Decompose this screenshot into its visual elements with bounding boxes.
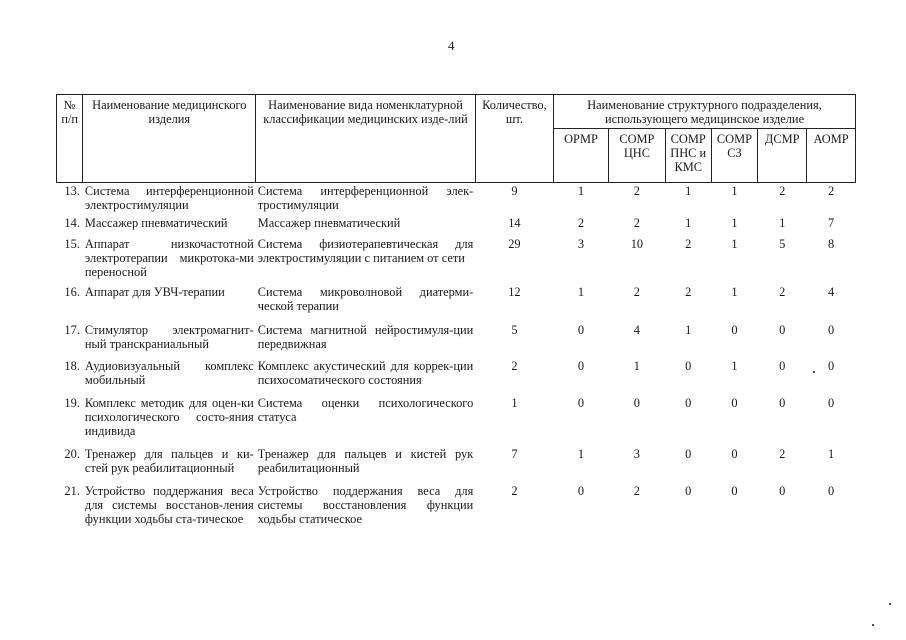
quantity: 2 xyxy=(511,484,518,498)
subdivision-count: 0 xyxy=(731,323,738,337)
device-name: Система интерференционной электростимуляции xyxy=(84,184,254,212)
subdivision-count: 3 xyxy=(633,447,640,461)
equipment-table-container xyxy=(56,94,856,542)
quantity: 9 xyxy=(511,184,518,198)
quantity: 1 xyxy=(511,396,518,410)
subdivision-count: 2 xyxy=(633,484,640,498)
table-row xyxy=(57,446,856,483)
device-name: Аппарат низкочастотной электротерапии микротока-ми переносной xyxy=(84,237,254,279)
subdivision-count: 1 xyxy=(731,216,738,230)
header-subdivision-group: Наименование структурного подразделения, использующего медицинское изделие xyxy=(554,95,856,129)
header-subdivision: СОМР СЗ xyxy=(711,129,758,183)
subdivision-count: 0 xyxy=(577,323,585,337)
subdivision-count: 0 xyxy=(827,484,835,498)
row-number: 19. xyxy=(64,396,80,410)
subdivision-count: 2 xyxy=(779,184,786,198)
classification-name: Система оценки психологического статуса xyxy=(257,396,474,424)
subdivision-count: 2 xyxy=(685,285,692,299)
subdivision-count: 0 xyxy=(779,396,786,410)
subdivision-count: 1 xyxy=(577,285,585,299)
table-row xyxy=(57,395,856,446)
table-row xyxy=(57,183,856,216)
table-row xyxy=(57,236,856,284)
subdivision-count: 0 xyxy=(827,323,835,337)
subdivision-count: 0 xyxy=(731,484,738,498)
row-number: 14. xyxy=(64,216,80,230)
classification-name: Система интерференционной элек-тростимуляции xyxy=(257,184,474,212)
device-name: Устройство поддержания веса для системы восстанов-ления функции ходьбы ста-тическое xyxy=(84,484,254,526)
header-quantity: Количество, шт. xyxy=(475,95,553,183)
subdivision-count: 2 xyxy=(633,184,640,198)
subdivision-count: 1 xyxy=(731,237,738,251)
subdivision-count: 2 xyxy=(779,447,786,461)
header-device-name: Наименование медицинского изделия xyxy=(83,95,256,183)
header-subdivision: СОМР ПНС и КМС xyxy=(665,129,711,183)
table-row xyxy=(57,358,856,395)
subdivision-count: 2 xyxy=(779,285,786,299)
header-classification: Наименование вида номенклатурной классификации медицинских изде-лий xyxy=(256,95,476,183)
subdivision-count: 2 xyxy=(827,184,835,198)
subdivision-count: 0 xyxy=(731,396,738,410)
subdivision-count: 1 xyxy=(577,184,585,198)
subdivision-count: 3 xyxy=(577,237,585,251)
classification-name: Комплекс акустический для коррек-ции психосоматического состояния xyxy=(257,359,474,387)
equipment-table xyxy=(56,94,856,542)
classification-name: Система физиотерапевтическая для электростимуляции с питанием от сети xyxy=(257,237,474,265)
device-name: Аппарат для УВЧ-терапии xyxy=(84,285,225,299)
subdivision-count: 0 xyxy=(779,359,786,373)
scan-speck xyxy=(813,371,815,373)
subdivision-count: 1 xyxy=(827,447,835,461)
row-number: 15. xyxy=(64,237,80,251)
row-number: 21. xyxy=(64,484,80,498)
classification-name: Массажер пневматический xyxy=(257,216,401,230)
subdivision-count: 1 xyxy=(633,359,640,373)
subdivision-count: 1 xyxy=(731,184,738,198)
classification-name: Устройство поддержания веса для системы восстановления функции ходьбы статическое xyxy=(257,484,474,526)
subdivision-count: 10 xyxy=(630,237,644,251)
header-subdivision: СОМР ЦНС xyxy=(608,129,665,183)
table-row xyxy=(57,483,856,542)
header-subdivision: ДСМР xyxy=(758,129,807,183)
header-subdivision: ОРМР xyxy=(554,129,609,183)
subdivision-count: 1 xyxy=(577,447,585,461)
classification-name: Тренажер для пальцев и кистей рук реабилитационный xyxy=(257,447,474,475)
subdivision-count: 0 xyxy=(779,323,786,337)
subdivision-count: 0 xyxy=(827,359,835,373)
subdivision-count: 0 xyxy=(685,396,692,410)
quantity: 29 xyxy=(508,237,521,251)
device-name: Массажер пневматический xyxy=(84,216,228,230)
device-name: Комплекс методик для оцен-ки психологического состо-яния индивида xyxy=(84,396,254,438)
subdivision-count: 1 xyxy=(685,184,692,198)
subdivision-count: 1 xyxy=(685,216,692,230)
table-row xyxy=(57,322,856,358)
scan-speck xyxy=(872,624,874,626)
row-number: 13. xyxy=(64,184,80,198)
subdivision-count: 1 xyxy=(731,359,738,373)
subdivision-count: 0 xyxy=(685,359,692,373)
classification-name: Система микроволновой диатерми-ческой терапии xyxy=(257,285,474,313)
subdivision-count: 0 xyxy=(731,447,738,461)
subdivision-count: 0 xyxy=(633,396,640,410)
row-number: 18. xyxy=(64,359,80,373)
device-name: Аудиовизуальный комплекс мобильный xyxy=(84,359,254,387)
row-number: 17. xyxy=(64,323,80,337)
quantity: 7 xyxy=(511,447,518,461)
subdivision-count: 4 xyxy=(827,285,835,299)
subdivision-count: 4 xyxy=(633,323,640,337)
subdivision-count: 0 xyxy=(577,359,585,373)
subdivision-count: 1 xyxy=(731,285,738,299)
quantity: 5 xyxy=(511,323,518,337)
row-number: 20. xyxy=(64,447,80,461)
subdivision-count: 2 xyxy=(685,237,692,251)
table-body xyxy=(57,183,856,543)
device-name: Тренажер для пальцев и ки-стей рук реабилитационный xyxy=(84,447,254,475)
table-row xyxy=(57,284,856,322)
header-subdivision: АОМР xyxy=(807,129,856,183)
header-num: № п/п xyxy=(57,95,83,183)
quantity: 2 xyxy=(511,359,518,373)
subdivision-count: 0 xyxy=(577,484,585,498)
device-name: Стимулятор электромагнит-ный транскраниальный xyxy=(84,323,254,351)
subdivision-count: 0 xyxy=(577,396,585,410)
subdivision-count: 5 xyxy=(779,237,786,251)
subdivision-count: 8 xyxy=(827,237,835,251)
table-row xyxy=(57,215,856,236)
subdivision-count: 0 xyxy=(779,484,786,498)
scan-speck xyxy=(889,603,891,605)
subdivision-count: 0 xyxy=(685,484,692,498)
subdivision-count: 1 xyxy=(779,216,786,230)
table-header xyxy=(57,95,856,183)
subdivision-count: 2 xyxy=(633,216,640,230)
subdivision-count: 0 xyxy=(827,396,835,410)
row-number: 16. xyxy=(64,285,80,299)
quantity: 14 xyxy=(508,216,521,230)
classification-name: Система магнитной нейростимуля-ции передвижная xyxy=(257,323,474,351)
subdivision-count: 2 xyxy=(633,285,640,299)
page-number: 4 xyxy=(448,38,455,53)
subdivision-count: 7 xyxy=(827,216,835,230)
subdivision-count: 1 xyxy=(685,323,692,337)
subdivision-count: 0 xyxy=(685,447,692,461)
quantity: 12 xyxy=(508,285,521,299)
subdivision-count: 2 xyxy=(577,216,585,230)
